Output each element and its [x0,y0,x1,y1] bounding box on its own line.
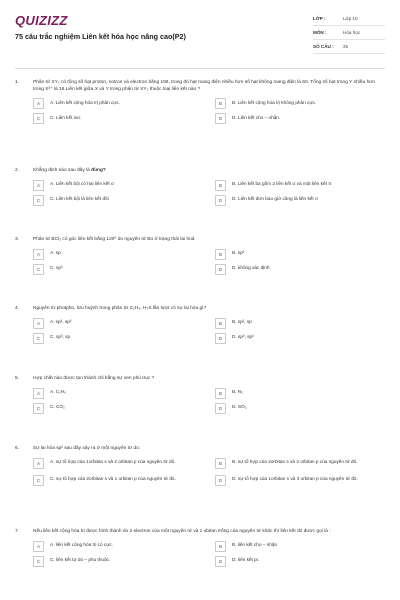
option-a[interactable] [33,459,213,469]
question-number: 2. [15,168,20,173]
option-letter-box: A [33,180,44,191]
option-a[interactable] [33,99,213,109]
option-c[interactable] [33,114,213,124]
question-7 [15,529,387,567]
meta-value: Hóa học [343,30,361,35]
option-c[interactable] [33,404,213,414]
option-letter-box: C [33,403,44,414]
option-c[interactable] [33,196,213,206]
option-text: A. sp [50,250,61,256]
option-text: B. sp² [232,250,245,256]
option-b[interactable] [215,389,395,399]
question-3 [15,237,387,275]
option-letter-box: C [33,264,44,275]
options [33,459,387,486]
option-letter-box: C [33,556,44,567]
option-text: B. sp², sp [232,319,252,325]
option-text: D. liên kết pi. [232,557,260,563]
question-number: 4. [15,306,20,311]
option-a[interactable] [33,319,213,329]
question-6 [15,446,387,486]
question-text: Phân tử BCl₃ có góc liên kết bằng 120⁰ do nguyên tử Bo ở trạng thái lai hoá [33,237,195,242]
meta-label: MÔN : [313,30,327,35]
meta-value: 25 [343,44,349,49]
option-letter-box: D [215,195,226,206]
option-text: B. Liên kết cộng hóa trị không phân cực. [232,99,317,105]
options [33,181,387,206]
worksheet-meta [313,12,385,54]
option-b[interactable] [215,542,395,552]
option-d[interactable] [215,114,395,124]
question-5 [15,376,387,414]
option-letter-box: A [33,249,44,260]
option-letter-box: C [33,195,44,206]
option-d[interactable] [215,404,395,414]
meta-question-count [313,40,385,54]
option-text: B. Liên kết ba gồm 2 liên kết σ và một liên kết π [232,181,332,187]
question-text: Hợp chất nào được tạo thành chỉ bằng sự xen phủ trục ? [33,376,155,381]
option-text: D. Liên kết cho – nhận. [232,114,281,120]
option-b[interactable] [215,181,395,191]
option-letter-box: D [215,556,226,567]
question-2 [15,168,387,206]
header-divider [15,68,385,69]
option-d[interactable] [215,334,395,344]
option-c[interactable] [33,265,213,275]
option-text: C. sp³, sp [50,334,71,340]
option-text: C. sp³ [50,265,63,271]
question-text: Nguyên tử photpho, lưu huỳnh trong phân tử C₂H₄, H₂S lần lượt có sự lai hóa gì? [33,306,207,311]
options [33,389,387,414]
question-text [33,168,387,175]
options [33,250,387,275]
option-c[interactable] [33,557,213,567]
options [33,542,387,567]
option-text: A. sự tổ hợp của 1orbitan s và 2 orbitan p của nguyên tử đó. [50,459,176,465]
option-text: A. Liên kết bội có hai liên kết σ [50,181,114,187]
quizizz-logo: QUIZIZZ [15,13,68,28]
option-letter-box: B [215,98,226,109]
option-letter-box: A [33,98,44,109]
meta-grade [313,12,385,26]
option-text: C. Liên kết ion. [50,114,82,120]
option-text: B. liên kết cho – nhận [232,542,278,548]
option-letter-box: C [33,113,44,124]
options [33,99,387,124]
worksheet-title: 75 câu trắc nghiệm Liên kết hóa học nâng cao(P2) [15,32,186,41]
option-text: C. Liên kết bội là liên kết đôi [50,196,109,202]
options [33,319,387,344]
option-letter-box: D [215,333,226,344]
option-d[interactable] [215,476,395,486]
option-text: A. Liên kết cộng hóa trị phân cực. [50,99,121,105]
question-1 [15,80,387,124]
question-4 [15,306,387,344]
option-letter-box: B [215,318,226,329]
option-text: D. sự tổ hợp của 1orbitan s và 3 orbitan p của nguyên tử đó. [232,476,358,482]
option-a[interactable] [33,542,213,552]
option-text: C. sự tổ hợp của 2orbitan s và 1 orbitan p của nguyên tử đó. [50,476,176,482]
meta-label: LỚP : [313,16,326,21]
question-text: Nếu liên kết cộng hóa trị được hình thành do 2 electron của một nguyên tử và 1 obitan trống của nguyên tử khác thì liên kết đó được gọi là : [33,529,331,534]
question-number: 3. [15,237,20,242]
option-text: D. sp³, sp³ [232,334,254,340]
option-letter-box: D [215,475,226,486]
option-b[interactable] [215,250,395,260]
question-text: Phân tử XY₂ có tổng số hạt proton, notron và electron bằng 196, trong đó hạt mang điện nhiều hơn số hạt không mang điện là 60. Tổng số hạt trong Y nhiều hơn trong X³⁺ là 16.Liên kết giữa X và Y trong phân tử XY₂ thuộc loại liên kết nào ? [33,80,376,92]
option-letter-box: C [33,333,44,344]
option-a[interactable] [33,389,213,399]
option-letter-box: B [215,388,226,399]
question-text: Sự lai hóa sp² sau đây xảy ra ở một nguyên tử do: [33,446,141,451]
option-c[interactable] [33,476,213,486]
option-letter-box: A [33,541,44,552]
meta-subject [313,26,385,40]
option-text: D. Liên kết đơn bao giờ cũng là liên kết σ [232,196,318,202]
question-text-lead: Khẳng định nào sau đây là [33,168,92,173]
option-b[interactable] [215,459,395,469]
question-number: 7. [15,529,20,534]
option-letter-box: C [33,475,44,486]
option-letter-box: A [33,458,44,469]
option-text: C. CO₂ [50,404,65,410]
option-text: D. SO₂ [232,404,247,410]
option-letter-box: D [215,403,226,414]
option-d[interactable] [215,196,395,206]
option-text: B. sự tổ hợp của 2orbitan s và 2 orbitan p của nguyên tử đó. [232,459,358,465]
option-d[interactable] [215,265,395,275]
option-letter-box: B [215,180,226,191]
option-letter-box: B [215,541,226,552]
option-text: C. liên kết tự do – phụ thuộc. [50,557,111,563]
question-number: 1. [15,80,20,85]
question-text-emphasis: đúng? [91,168,106,173]
option-text: A. sp², sp³ [50,319,72,325]
option-b[interactable] [215,99,395,109]
option-letter-box: B [215,249,226,260]
question-number: 6. [15,446,20,451]
option-letter-box: B [215,458,226,469]
meta-label: SỐ CÂU : [313,44,334,49]
question-number: 5. [15,376,20,381]
option-b[interactable] [215,319,395,329]
option-letter-box: A [33,388,44,399]
option-text: A. liên kết cộng hóa trị có cực. [50,542,114,548]
option-a[interactable] [33,250,213,260]
option-d[interactable] [215,557,395,567]
option-a[interactable] [33,181,213,191]
option-letter-box: D [215,113,226,124]
option-text: D. không xác định [232,265,270,271]
option-letter-box: A [33,318,44,329]
option-letter-box: D [215,264,226,275]
option-text: B. N₂ [232,389,243,395]
option-text: A. C₂H₆ [50,389,67,395]
meta-value: Lớp 10 [343,16,358,21]
option-c[interactable] [33,334,213,344]
